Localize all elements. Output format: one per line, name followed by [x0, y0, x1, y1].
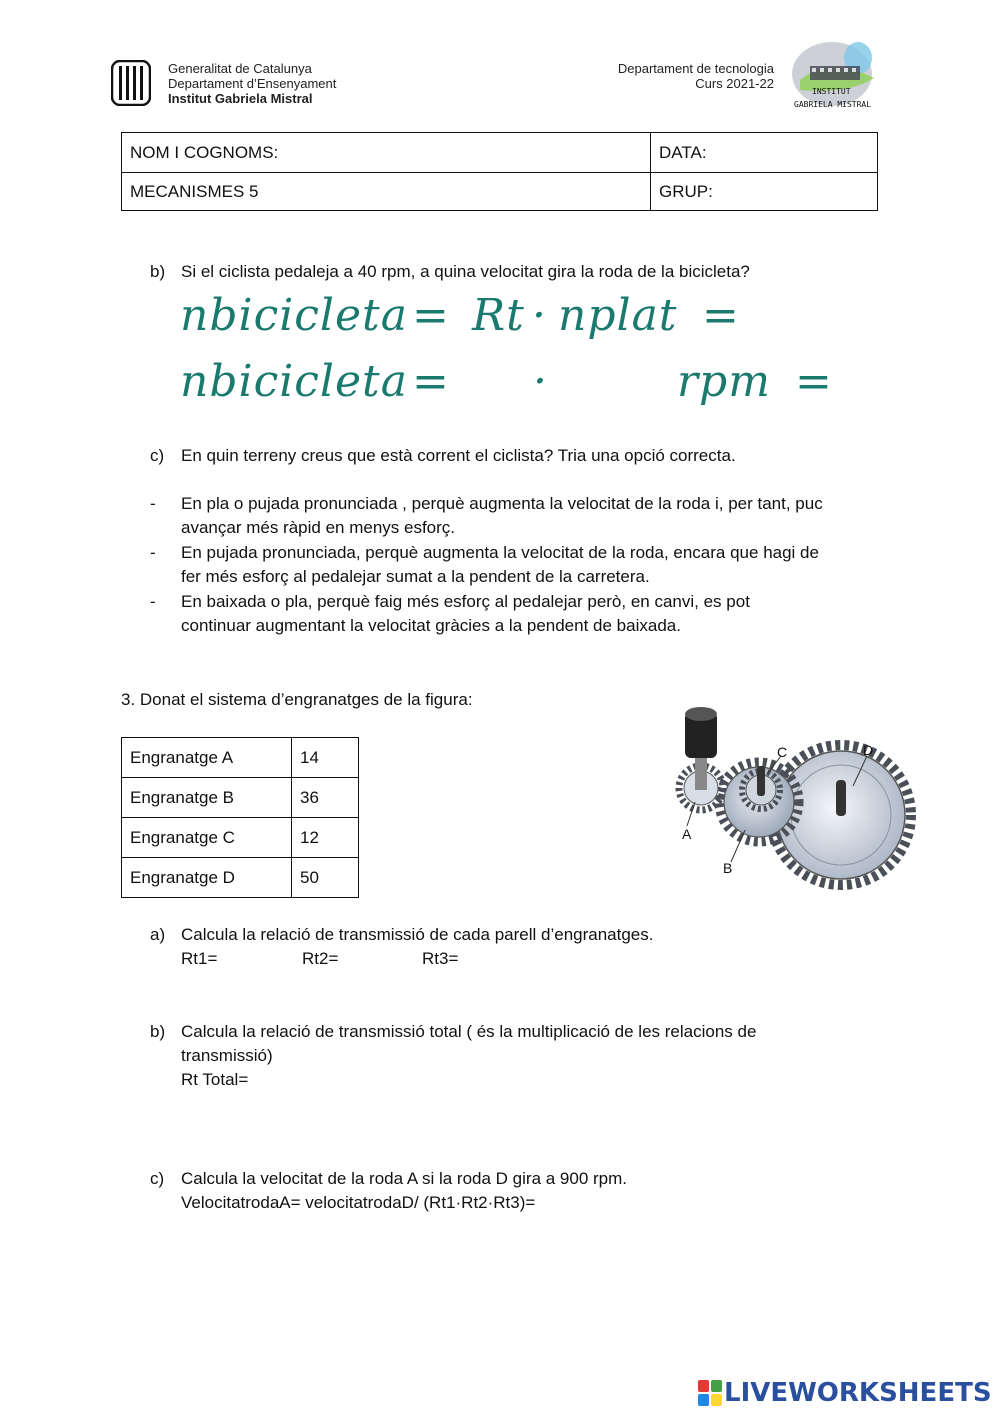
- option-text-line: En pujada pronunciada, perquè augmenta la velocitat de la roda, encara que hagi de: [181, 543, 819, 562]
- rt2-answer-slot[interactable]: [346, 947, 416, 969]
- question-c-marker: c): [150, 446, 165, 465]
- option-item[interactable]: [150, 590, 890, 639]
- header-right-text: [574, 61, 774, 91]
- liveworksheets-wordmark: LIVEWORKSHEETS: [724, 1378, 992, 1408]
- school-logo: [790, 38, 880, 112]
- formula2-lhs: nbicicleta: [180, 356, 408, 407]
- rt-total-label: Rt Total=: [181, 1070, 249, 1089]
- gear-name-cell: Engranatge D: [122, 858, 292, 898]
- gear-name-cell: Engranatge C: [122, 818, 292, 858]
- student-info-table: [121, 132, 878, 211]
- rt2-label: Rt2=: [302, 949, 339, 968]
- option-bullet: -: [150, 494, 156, 513]
- gear-name-cell: Engranatge A: [122, 738, 292, 778]
- formula2-dot: ·: [533, 356, 548, 407]
- rt1-label: Rt1=: [181, 949, 218, 968]
- part-a-question: Calcula la relació de transmissió de cada parell d’engranatges.: [181, 925, 654, 944]
- table-row: [122, 778, 359, 818]
- option-list: [150, 492, 890, 639]
- header-department: Departament d’Ensenyament: [168, 76, 337, 91]
- header-tech-dept: Departament de tecnologia: [617, 61, 774, 76]
- option-text-line: continuar augmentant la velocitat gràcies a la pendent de baixada.: [181, 616, 681, 635]
- gear-teeth-cell: 50: [292, 858, 359, 898]
- part-c-line-2: VelocitatrodaA= velocitatrodaD/ (Rt1·Rt2·Rt3)=: [181, 1193, 536, 1212]
- option-item[interactable]: [150, 492, 890, 541]
- part-b-marker: b): [150, 1022, 166, 1041]
- table-row: [122, 738, 359, 778]
- gear-teeth-cell: 14: [292, 738, 359, 778]
- question-b-marker: b): [150, 262, 166, 281]
- gear-system-figure: [655, 690, 940, 900]
- gear-teeth-cell: 12: [292, 818, 359, 858]
- gear-label-d: D: [863, 742, 874, 758]
- rt3-label: Rt3=: [422, 949, 459, 968]
- gear-label-c: C: [777, 744, 788, 760]
- group-label: GRUP:: [659, 181, 713, 201]
- gear-label-a: A: [682, 826, 692, 842]
- question-b-text: Si el ciclista pedaleja a 40 rpm, a quina velocitat gira la roda de la bicicleta?: [181, 262, 750, 281]
- part-b-line-2: transmissió): [181, 1046, 273, 1065]
- table-row: [122, 818, 359, 858]
- rt1-answer-slot[interactable]: [225, 947, 295, 969]
- option-text-line: En pla o pujada pronunciada , perquè augmenta la velocitat de la roda i, per tant, puc: [181, 494, 823, 513]
- date-cell[interactable]: [651, 133, 878, 173]
- part-c-line-1: Calcula la velocitat de la roda A si la roda D gira a 900 rpm.: [181, 1169, 628, 1188]
- formula2-answer-slot-2[interactable]: [560, 364, 670, 402]
- gear-d-shaft: [836, 780, 846, 816]
- name-label: NOM I COGNOMS:: [130, 142, 279, 162]
- formula1-lhs: nbicicleta: [180, 290, 408, 341]
- formula1-equals-2: =: [702, 290, 740, 341]
- gear-c-shaft: [757, 766, 765, 796]
- gear-label-b: B: [723, 860, 733, 876]
- date-label: DATA:: [659, 142, 707, 162]
- name-cell[interactable]: [122, 133, 651, 173]
- liveworksheets-logo[interactable]: [698, 1378, 994, 1408]
- group-cell[interactable]: [651, 173, 878, 211]
- formula1-dot: ·: [532, 290, 547, 341]
- formula1-rt: Rt: [472, 290, 525, 341]
- header-course: Curs 2021-22: [695, 76, 774, 91]
- school-logo-text-2: GABRIELA MISTRAL: [794, 100, 872, 109]
- rt-total-answer-slot[interactable]: [260, 1070, 380, 1092]
- gear-teeth-table: [121, 737, 359, 898]
- formula2-answer-slot-1[interactable]: [470, 364, 530, 402]
- option-bullet: -: [150, 592, 156, 611]
- option-text-line: En baixada o pla, perquè faig més esforç al pedalejar però, en canvi, es pot: [181, 592, 750, 611]
- formula2-equals: =: [412, 356, 450, 407]
- option-text-line: avançar més ràpid en menys esforç.: [181, 518, 456, 537]
- header-school: Institut Gabriela Mistral: [168, 91, 313, 106]
- generalitat-logo: [111, 60, 151, 106]
- formula1-equals: =: [412, 290, 450, 341]
- table-row: [122, 858, 359, 898]
- part-c-marker: c): [150, 1169, 165, 1188]
- part-a-marker: a): [150, 925, 166, 944]
- formula-line-1: [180, 290, 780, 344]
- exercise-3-title: 3. Donat el sistema d’engranatges de la figura:: [121, 690, 473, 709]
- gear-name-cell: Engranatge B: [122, 778, 292, 818]
- option-item[interactable]: [150, 541, 890, 590]
- header-left-text: [168, 61, 336, 106]
- gear-teeth-cell: 36: [292, 778, 359, 818]
- liveworksheets-icon: [698, 1380, 722, 1406]
- part-b-line-1: Calcula la relació de transmissió total ( és la multiplicació de les relacions de: [181, 1022, 757, 1041]
- formula1-nplat: nplat: [558, 290, 678, 341]
- header-org: Generalitat de Catalunya: [168, 61, 312, 76]
- velocity-answer-slot[interactable]: [570, 1191, 690, 1213]
- topic-cell: [122, 173, 651, 211]
- school-logo-text-1: INSTITUT: [812, 87, 851, 96]
- option-text-line: fer més esforç al pedalejar sumat a la pendent de la carretera.: [181, 567, 650, 586]
- topic-label: MECANISMES 5: [130, 181, 259, 201]
- question-c-text: En quin terreny creus que està corrent el ciclista? Tria una opció correcta.: [181, 446, 736, 465]
- option-bullet: -: [150, 543, 156, 562]
- rt3-answer-slot[interactable]: [466, 947, 536, 969]
- formula-line-2: [180, 356, 840, 410]
- formula2-equals-2: =: [795, 356, 833, 407]
- part-c-text: [181, 1167, 881, 1215]
- formula2-unit: rpm: [677, 356, 771, 407]
